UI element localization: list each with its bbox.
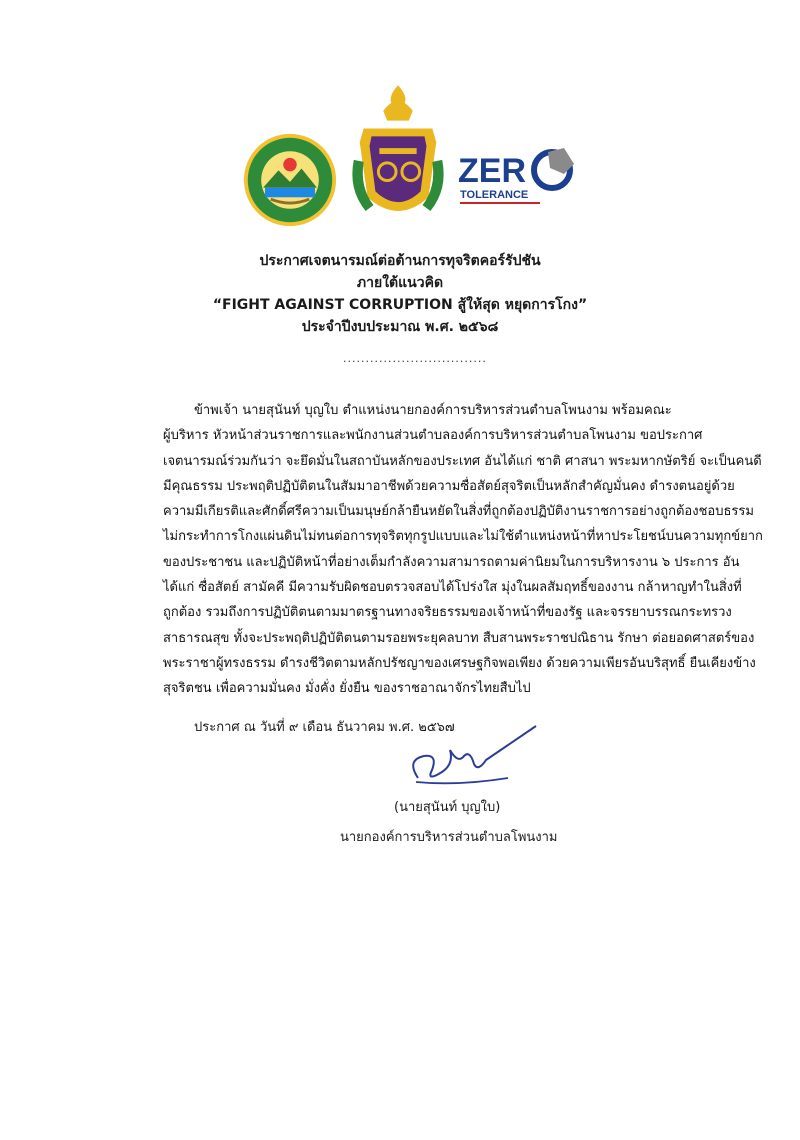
dotted-divider: ................................ <box>343 352 487 365</box>
header-title: ประกาศเจตนารมณ์ต่อต้านการทุจริตคอร์รัปชัน <box>259 253 541 269</box>
body-line: พระราชาผู้ทรงธรรม ดำรงชีวิตตามหลักปรัชญาของเศรษฐกิจพอเพียง ด้วยความเพียรอันบริสุทธิ์ ยืนเคียงข้าง <box>163 655 756 671</box>
signatory-name: (นายสุนันท์ บุญใบ) <box>394 800 501 815</box>
header-subtitle: ภายใต้แนวคิด <box>356 275 444 291</box>
body-line: เจตนารมณ์ร่วมกันว่า จะยึดมั่นในสถาบันหลักของประเทศ อันได้แก่ ชาติ ศาสนา พระมหากษัตริย์ จะเป็นคนดี <box>163 453 762 469</box>
header-fiscal-year: ประจำปีงบประมาณ พ.ศ. ๒๕๖๘ <box>301 319 499 335</box>
signatory-position: นายกองค์การบริหารส่วนตำบลโพนงาม <box>340 830 558 845</box>
body-line: ได้แก่ ซื่อสัตย์ สามัคคี มีความรับผิดชอบตรวจสอบได้โปร่งใส มุ่งในผลสัมฤทธิ์ของงาน กล้าหาญทำในสิ่งที่ <box>163 580 742 596</box>
seal-emblem-icon <box>242 132 338 228</box>
royal-crest-emblem-icon <box>344 80 452 230</box>
announcement-date: ประกาศ ณ วันที่ ๙ เดือน ธันวาคม พ.ศ. ๒๕๖๗ <box>194 720 455 735</box>
body-line: มีคุณธรรม ประพฤติปฏิบัติตนในสัมมาอาชีพด้วยความซื่อสัตย์สุจริตเป็นหลักสำคัญมั่นคง ดำรงตนอยู่ด้วย <box>163 478 735 494</box>
body-line: ข้าพเจ้า นายสุนันท์ บุญใบ ตำแหน่งนายกองค์การบริหารส่วนตำบลโพนงาม พร้อมคณะ <box>194 403 672 418</box>
body-line: สาธารณสุข ทั้งจะประพฤติปฏิบัติตนตามรอยพระยุคลบาท สืบสานพระราชปณิธาน รักษา ต่อยอดศาสตร์ของ <box>163 630 755 646</box>
body-line: ผู้บริหาร หัวหน้าส่วนราชการและพนักงานส่วนตำบลองค์การบริหารส่วนตำบลโพนงาม ขอประกาศ <box>163 428 703 444</box>
handwritten-signature <box>398 720 548 800</box>
body-line: ไม่กระทำการโกงแผ่นดินไม่ทนต่อการทุจริตทุกรูปแบบและไม่ใช้ตำแหน่งหน้าที่หาประโยชน์บนความทุกข์ยาก <box>163 529 763 545</box>
body-line: ของประชาชน และปฏิบัติหน้าที่อย่างเต็มกำลังความสามารถตามค่านิยมในการบริหารงาน ๖ ประการ อัน <box>163 554 740 570</box>
body-line: สุจริตชน เพื่อความมั่นคง มั่งคั่ง ยั่งยืน ของราชอาณาจักรไทยสืบไป <box>163 681 531 697</box>
body-line: ความมีเกียรติและศักดิ์ศรีความเป็นมนุษย์กล้ายืนหยัดในสิ่งที่ถูกต้องปฏิบัติงานราชการอย่างถูกต้องชอบธรรม <box>163 504 754 520</box>
announcement-header <box>0 250 800 338</box>
body-line: ถูกต้อง รวมถึงการปฏิบัติตนตามมาตรฐานทางจริยธรรมของเจ้าหน้าที่ของรัฐ และจรรยาบรรณกระทรวง <box>163 605 732 621</box>
logo-row <box>240 80 580 230</box>
header-slogan: “FIGHT AGAINST CORRUPTION สู้ให้สุด หยุดการโกง” <box>212 297 588 313</box>
svg-text:ZER: ZER <box>458 152 526 190</box>
announcement-body <box>163 398 763 702</box>
zero-tolerance-logo-icon <box>452 140 582 220</box>
svg-text:TOLERANCE: TOLERANCE <box>460 189 529 201</box>
